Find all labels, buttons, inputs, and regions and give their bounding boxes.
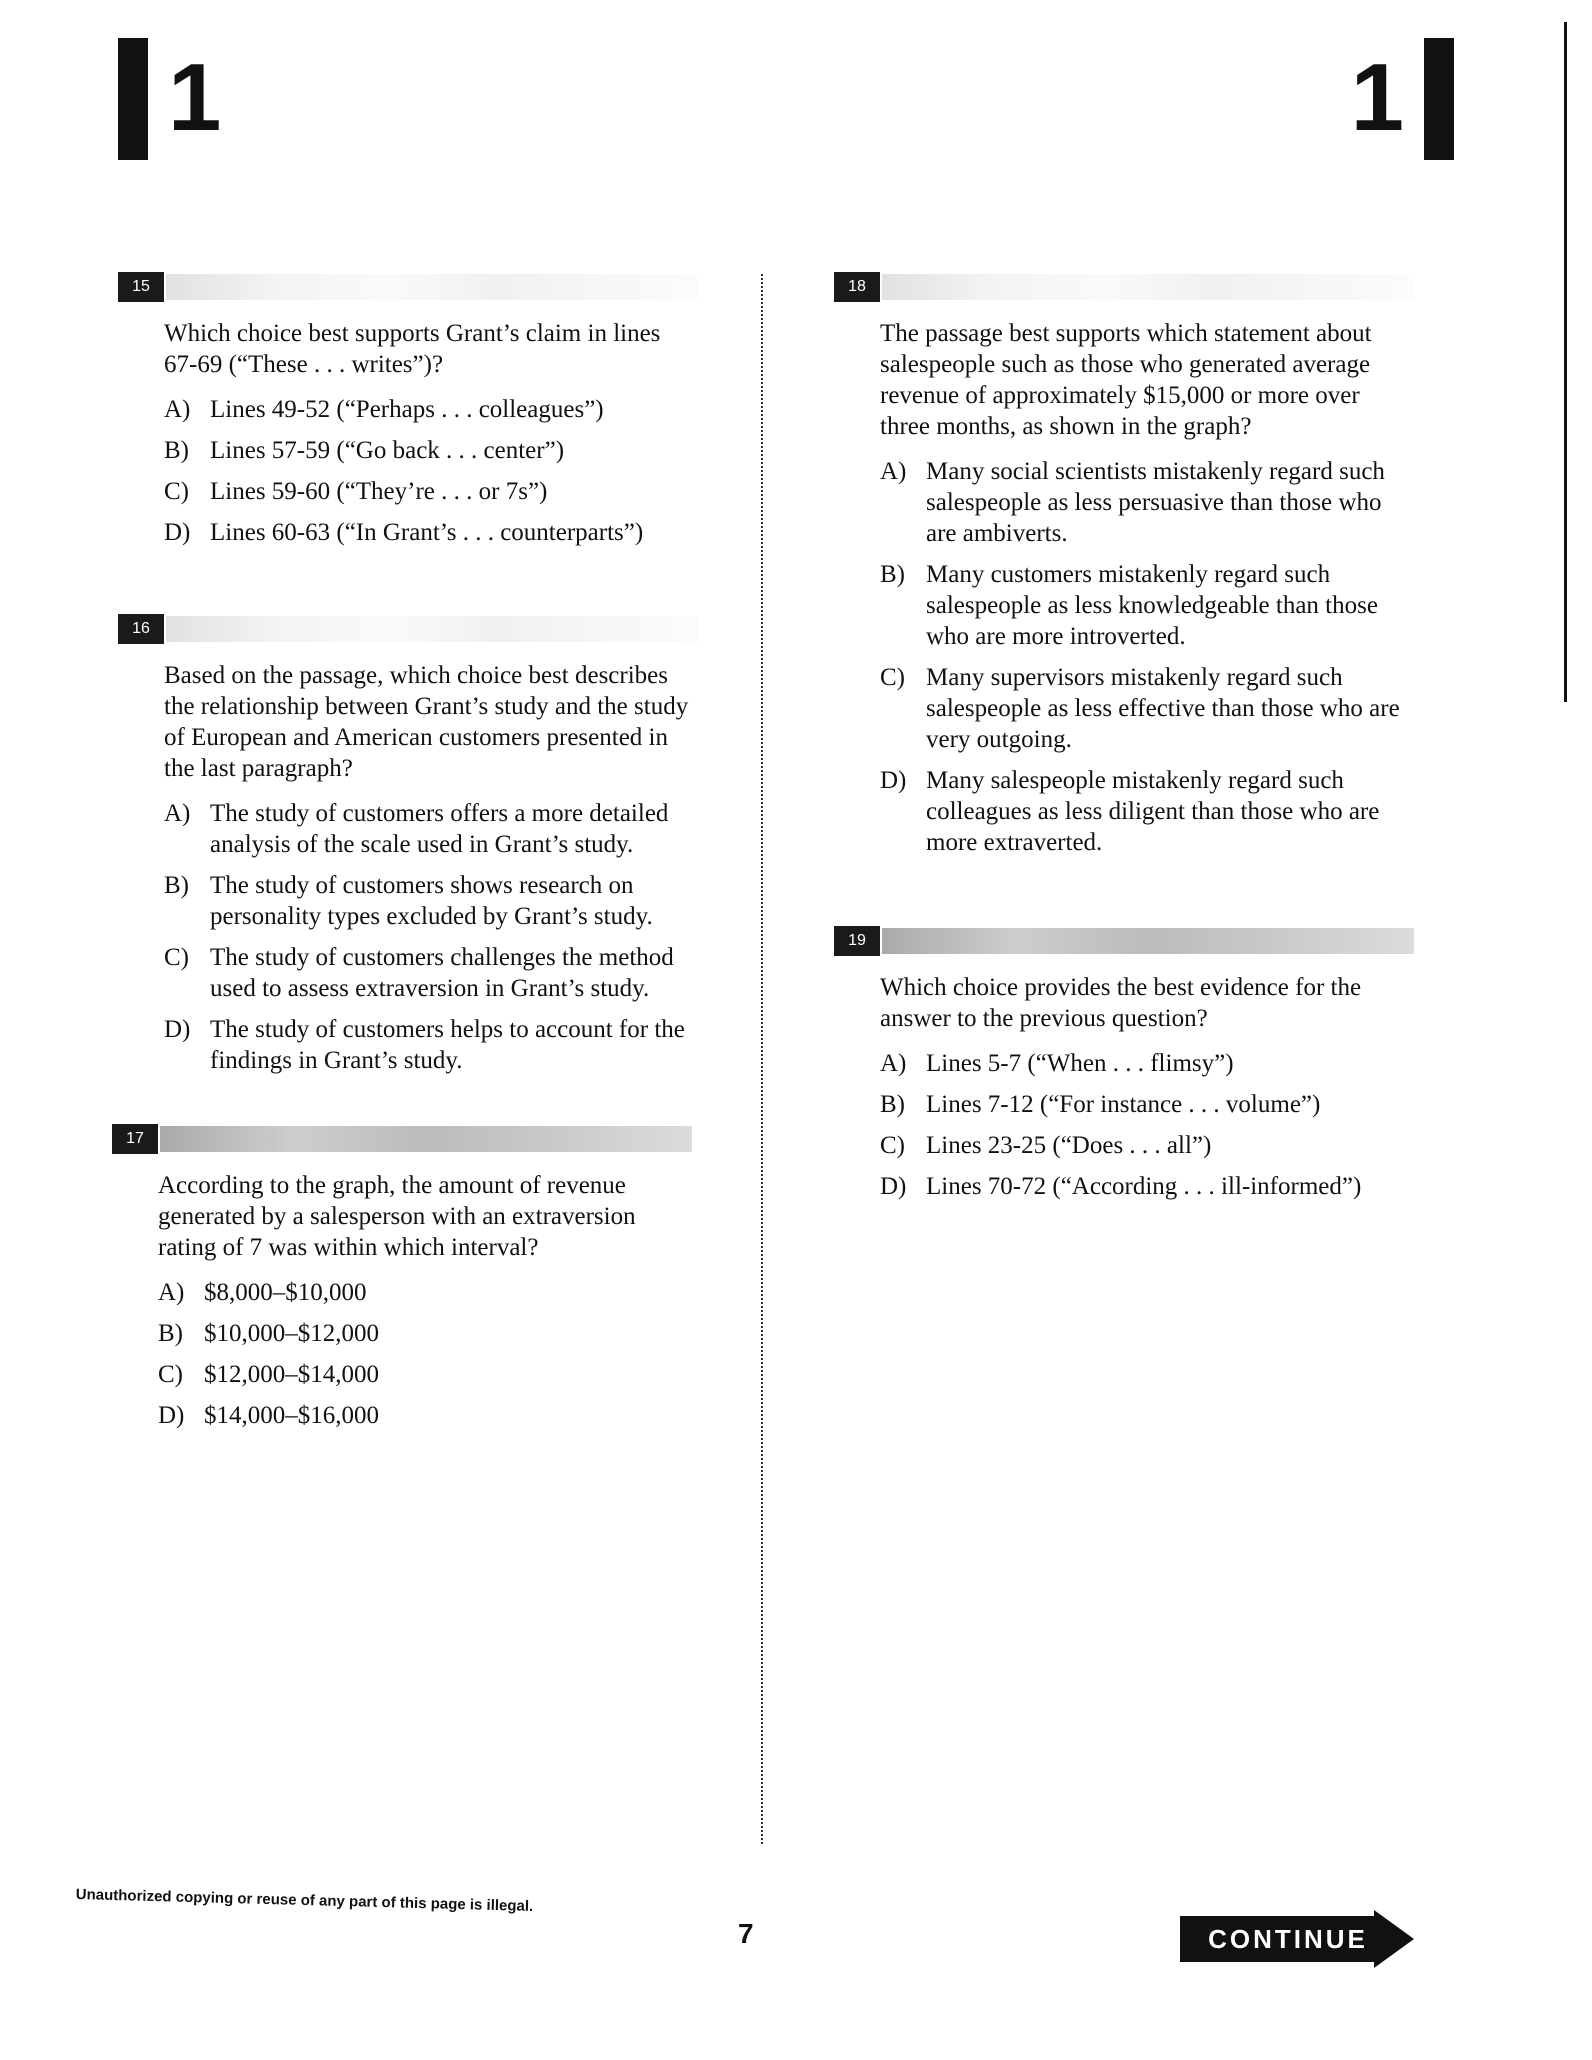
- answer-option-a[interactable]: [164, 798, 698, 860]
- option-text: Many social scientists mistakenly regard such salespeople as less persuasive than those who are ambiverts.: [926, 458, 1385, 547]
- option-text: The study of customers shows research on personality types excluded by Grant’s study.: [210, 872, 653, 930]
- answer-option-a[interactable]: [880, 1048, 1414, 1079]
- column-divider: [761, 274, 763, 1844]
- question-18: [834, 272, 1414, 868]
- answer-option-c[interactable]: [158, 1359, 692, 1390]
- scan-smudge: [882, 274, 1414, 300]
- option-letter: B): [164, 437, 189, 464]
- option-letter: A): [880, 458, 907, 485]
- option-text: The study of customers helps to account for the findings in Grant’s study.: [210, 1016, 685, 1074]
- answer-option-c[interactable]: [164, 942, 698, 1004]
- question-15: [118, 272, 698, 558]
- section-bar: [118, 38, 148, 160]
- answer-option-d[interactable]: [158, 1400, 692, 1431]
- section-marker-left: [118, 38, 221, 160]
- option-letter: C): [158, 1361, 183, 1388]
- margin-rule: [1564, 22, 1567, 702]
- answer-options: [834, 1048, 1414, 1202]
- option-text: Many customers mistakenly regard such salespeople as less knowledgeable than those who are more introverted.: [926, 561, 1378, 650]
- scan-smudge: [166, 274, 698, 300]
- option-text: Lines 57-59 (“Go back . . . center”): [210, 437, 565, 464]
- question-number: 16: [118, 614, 164, 644]
- question-header: [112, 1124, 692, 1154]
- question-19: [834, 926, 1414, 1212]
- answer-option-a[interactable]: [158, 1277, 692, 1308]
- answer-option-c[interactable]: [880, 662, 1414, 755]
- option-text: Lines 49-52 (“Perhaps . . . colleagues”): [210, 396, 604, 423]
- answer-option-d[interactable]: [164, 517, 698, 548]
- option-text: Lines 59-60 (“They’re . . . or 7s”): [210, 478, 548, 505]
- answer-option-b[interactable]: [164, 870, 698, 932]
- answer-option-b[interactable]: [880, 559, 1414, 652]
- option-letter: A): [158, 1279, 185, 1306]
- option-text: $12,000–$14,000: [204, 1361, 379, 1388]
- question-16: [118, 614, 698, 1086]
- answer-option-b[interactable]: [164, 435, 698, 466]
- option-text: Lines 5-7 (“When . . . flimsy”): [926, 1050, 1234, 1077]
- option-text: The study of customers challenges the method used to assess extraversion in Grant’s study.: [210, 944, 674, 1002]
- section-marker-right: [1351, 38, 1454, 160]
- option-letter: B): [880, 561, 905, 588]
- question-17: [112, 1124, 692, 1441]
- page-number: 7: [738, 1918, 754, 1949]
- option-text: Lines 7-12 (“For instance . . . volume”): [926, 1091, 1321, 1118]
- answer-option-c[interactable]: [880, 1130, 1414, 1161]
- question-number: 18: [834, 272, 880, 302]
- question-number: 17: [112, 1124, 158, 1154]
- question-stem: Which choice best supports Grant’s claim in lines 67-69 (“These . . . writes”)?: [164, 320, 661, 378]
- option-letter: D): [164, 519, 191, 546]
- option-letter: A): [880, 1050, 907, 1077]
- answer-option-c[interactable]: [164, 476, 698, 507]
- option-text: Lines 60-63 (“In Grant’s . . . counterparts”): [210, 519, 644, 546]
- option-letter: C): [164, 478, 189, 505]
- option-text: $8,000–$10,000: [204, 1279, 367, 1306]
- question-header: [118, 272, 698, 302]
- option-text: Many salespeople mistakenly regard such colleagues as less diligent than those who are more extraverted.: [926, 767, 1380, 856]
- question-header: [834, 926, 1414, 956]
- option-letter: D): [880, 767, 907, 794]
- answer-option-a[interactable]: [164, 394, 698, 425]
- continue-label: CONTINUE: [1208, 1924, 1368, 1954]
- section-number: 1: [168, 44, 222, 151]
- section-number: 1: [1350, 44, 1404, 151]
- question-stem: According to the graph, the amount of revenue generated by a salesperson with an extraversion rating of 7 was within which interval?: [158, 1172, 636, 1261]
- answer-option-b[interactable]: [880, 1089, 1414, 1120]
- option-letter: C): [880, 1132, 905, 1159]
- answer-option-b[interactable]: [158, 1318, 692, 1349]
- option-text: Lines 23-25 (“Does . . . all”): [926, 1132, 1212, 1159]
- question-stem: Based on the passage, which choice best describes the relationship between Grant’s study and the study of European and American customers presented in the last paragraph?: [164, 662, 689, 782]
- question-number: 15: [118, 272, 164, 302]
- scan-smudge: [160, 1126, 692, 1152]
- option-letter: D): [164, 1016, 191, 1043]
- section-bar: [1424, 38, 1454, 160]
- scan-smudge: [166, 616, 698, 642]
- question-stem: The passage best supports which statement about salespeople such as those who generated average revenue of approximately $15,000 or more over three months, as shown in the graph?: [880, 320, 1372, 440]
- option-letter: B): [164, 872, 189, 899]
- option-letter: C): [164, 944, 189, 971]
- option-letter: C): [880, 664, 905, 691]
- question-header: [118, 614, 698, 644]
- option-letter: D): [158, 1402, 185, 1429]
- option-text: $14,000–$16,000: [204, 1402, 379, 1429]
- option-text: The study of customers offers a more detailed analysis of the scale used in Grant’s study.: [210, 800, 669, 858]
- option-letter: A): [164, 396, 191, 423]
- option-text: Many supervisors mistakenly regard such salespeople as less effective than those who are very outgoing.: [926, 664, 1400, 753]
- option-letter: A): [164, 800, 191, 827]
- answer-options: [834, 456, 1414, 858]
- question-number: 19: [834, 926, 880, 956]
- option-letter: B): [880, 1091, 905, 1118]
- option-letter: B): [158, 1320, 183, 1347]
- answer-option-d[interactable]: [880, 765, 1414, 858]
- question-header: [834, 272, 1414, 302]
- answer-options: [118, 798, 698, 1076]
- answer-options: [112, 1277, 692, 1431]
- option-text: $10,000–$12,000: [204, 1320, 379, 1347]
- answer-option-a[interactable]: [880, 456, 1414, 549]
- continue-button[interactable]: [1180, 1910, 1420, 1968]
- option-text: Lines 70-72 (“According . . . ill-informed”): [926, 1173, 1362, 1200]
- scan-smudge: [882, 928, 1414, 954]
- option-letter: D): [880, 1173, 907, 1200]
- question-stem: Which choice provides the best evidence for the answer to the previous question?: [880, 974, 1362, 1032]
- answer-options: [118, 394, 698, 548]
- copyright-notice: Unauthorized copying or reuse of any part of this page is illegal.: [75, 1886, 534, 1915]
- answer-option-d[interactable]: [880, 1171, 1414, 1202]
- answer-option-d[interactable]: [164, 1014, 698, 1076]
